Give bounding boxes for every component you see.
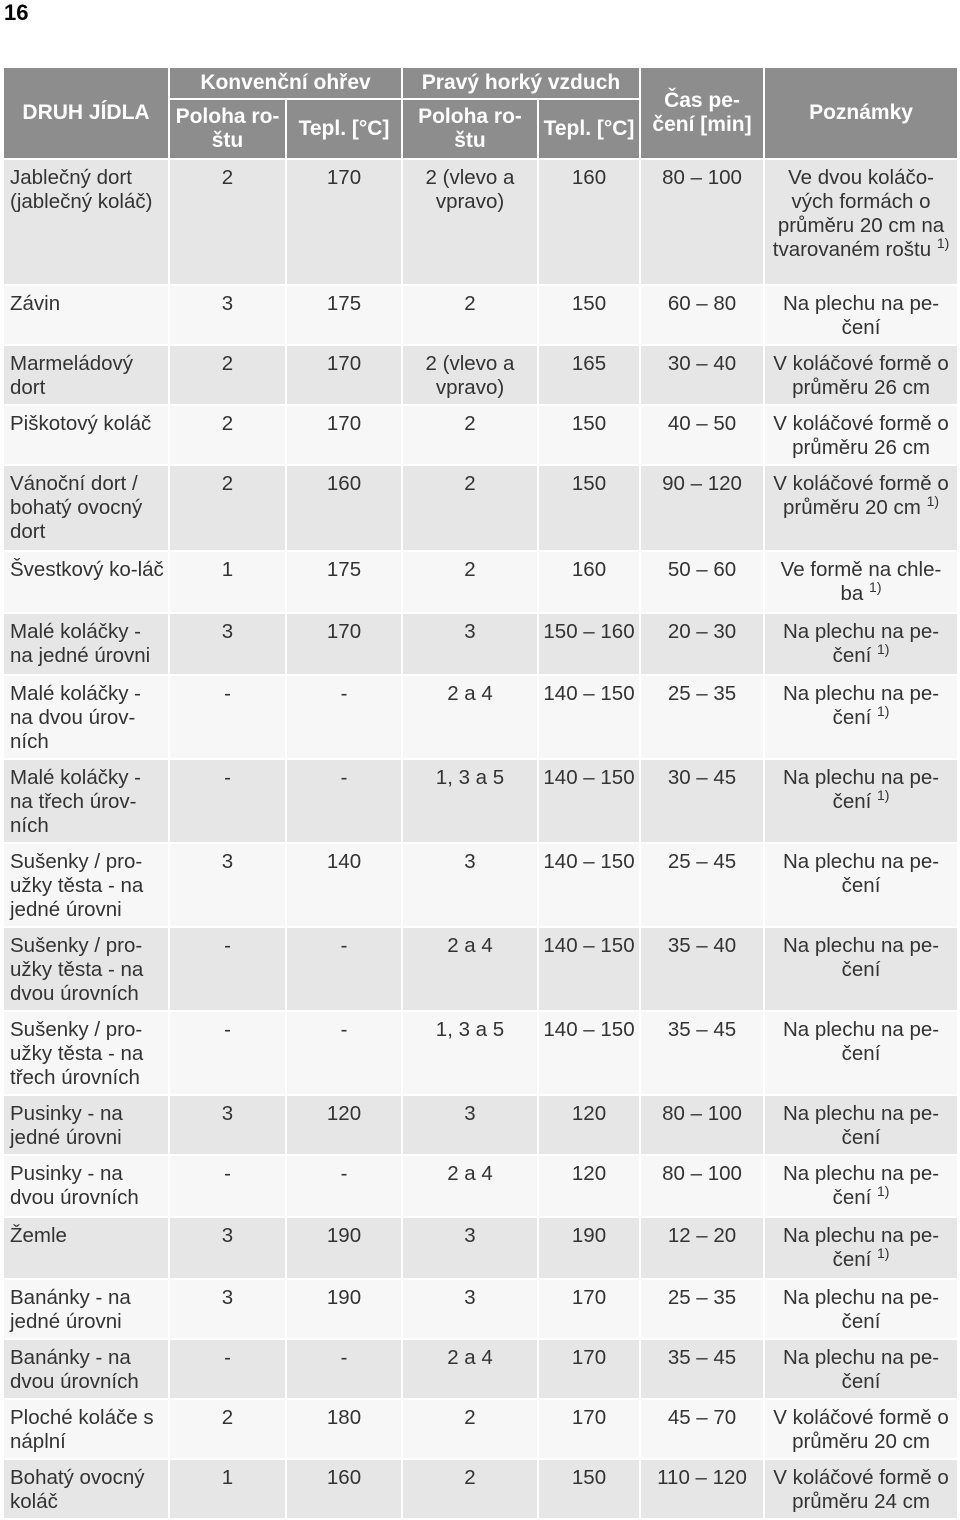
table-row — [4, 346, 957, 404]
dish-cell: Malé koláčky - na dvou úrov-ních — [4, 676, 168, 758]
note-cell — [765, 406, 957, 464]
note-cell — [765, 928, 957, 1010]
note-cell — [765, 844, 957, 926]
conv-shelf-position-cell: 2 — [170, 346, 285, 404]
note-text: Na plechu na pe-čení — [782, 292, 940, 339]
baking-table — [2, 66, 959, 1520]
dish-cell: Malé koláčky - na jedné úrovni — [4, 614, 168, 674]
conv-shelf-position-cell: 3 — [170, 1280, 285, 1338]
note-text: Na plechu na pe-čení — [782, 850, 940, 897]
hot-shelf-position-cell: 2 — [403, 466, 537, 550]
conv-temperature-cell: 170 — [287, 406, 401, 464]
conv-temperature-cell: - — [287, 1340, 401, 1398]
note-cell — [765, 676, 957, 758]
time-cell: 80 – 100 — [641, 160, 763, 284]
note-text: V koláčové formě o průměru 20 cm — [773, 472, 949, 519]
time-cell: 35 – 40 — [641, 928, 763, 1010]
note-text: Na plechu na pe-čení — [782, 1346, 940, 1393]
hot-shelf-position-cell: 2 a 4 — [403, 676, 537, 758]
note-cell — [765, 1012, 957, 1094]
dish-cell: Sušenky / pro-užky těsta - na dvou úrovních — [4, 928, 168, 1010]
note-text: V koláčové formě o průměru 26 cm — [773, 352, 949, 399]
hot-shelf-position-cell: 2 a 4 — [403, 928, 537, 1010]
table-row — [4, 1218, 957, 1278]
conv-temperature-cell: 120 — [287, 1096, 401, 1154]
note-cell — [765, 552, 957, 612]
hot-temperature-cell: 140 – 150 — [539, 676, 639, 758]
hot-temperature-cell: 140 – 150 — [539, 760, 639, 842]
header-right-hot-air: Pravý horký vzduch — [403, 68, 639, 98]
header-conventional: Konvenční ohřev — [170, 68, 401, 98]
note-cell — [765, 346, 957, 404]
conv-shelf-position-cell: - — [170, 676, 285, 758]
header-notes: Poznámky — [765, 68, 957, 158]
footnote-marker: 1) — [869, 579, 882, 595]
table-row — [4, 676, 957, 758]
table-header — [4, 68, 957, 158]
hot-temperature-cell: 170 — [539, 1340, 639, 1398]
dish-cell: Ploché koláče s náplní — [4, 1400, 168, 1458]
hot-shelf-position-cell: 2 — [403, 406, 537, 464]
header-time: Čas pe-čení [min] — [641, 68, 763, 158]
note-cell — [765, 1096, 957, 1154]
footnote-marker: 1) — [877, 1183, 890, 1199]
hot-shelf-position-cell: 3 — [403, 1218, 537, 1278]
note-text: Na plechu na pe-čení — [782, 1018, 940, 1065]
table-row — [4, 1460, 957, 1518]
conv-temperature-cell: - — [287, 760, 401, 842]
table-row — [4, 286, 957, 344]
hot-shelf-position-cell: 2 (vlevo a vpravo) — [403, 346, 537, 404]
conv-shelf-position-cell: - — [170, 760, 285, 842]
note-text: Na plechu na pe-čení — [782, 766, 940, 813]
header-conv-shelf-position: Poloha ro-štu — [170, 100, 285, 158]
conv-shelf-position-cell: - — [170, 1012, 285, 1094]
conv-shelf-position-cell: 3 — [170, 614, 285, 674]
hot-temperature-cell: 150 – 160 — [539, 614, 639, 674]
conv-shelf-position-cell: 1 — [170, 1460, 285, 1518]
footnote-marker: 1) — [926, 493, 940, 509]
hot-temperature-cell: 160 — [539, 160, 639, 284]
time-cell: 90 – 120 — [641, 466, 763, 550]
time-cell: 20 – 30 — [641, 614, 763, 674]
header-conv-temperature: Tepl. [°C] — [287, 100, 401, 158]
note-cell — [765, 1400, 957, 1458]
dish-cell: Sušenky / pro-užky těsta - na jedné úrovni — [4, 844, 168, 926]
dish-cell: Banánky - na dvou úrovních — [4, 1340, 168, 1398]
dish-cell: Bohatý ovocný koláč — [4, 1460, 168, 1518]
hot-shelf-position-cell: 2 a 4 — [403, 1156, 537, 1216]
time-cell: 25 – 35 — [641, 1280, 763, 1338]
table-row — [4, 928, 957, 1010]
time-cell: 25 – 45 — [641, 844, 763, 926]
footnote-marker: 1) — [877, 1245, 890, 1261]
time-cell: 80 – 100 — [641, 1096, 763, 1154]
dish-cell: Švestkový ko-láč — [4, 552, 168, 612]
table-row — [4, 406, 957, 464]
table-row — [4, 552, 957, 612]
dish-cell: Vánoční dort / bohatý ovocný dort — [4, 466, 168, 550]
conv-temperature-cell: - — [287, 1012, 401, 1094]
note-text: Na plechu na pe-čení — [782, 934, 940, 981]
hot-shelf-position-cell: 3 — [403, 1280, 537, 1338]
conv-temperature-cell: 160 — [287, 1460, 401, 1518]
hot-temperature-cell: 170 — [539, 1400, 639, 1458]
hot-shelf-position-cell: 1, 3 a 5 — [403, 760, 537, 842]
dish-cell: Sušenky / pro-užky těsta - na třech úrovních — [4, 1012, 168, 1094]
note-cell — [765, 286, 957, 344]
hot-shelf-position-cell: 2 — [403, 552, 537, 612]
hot-temperature-cell: 150 — [539, 286, 639, 344]
header-dish: DRUH JÍDLA — [4, 68, 168, 158]
hot-shelf-position-cell: 3 — [403, 844, 537, 926]
conv-shelf-position-cell: - — [170, 928, 285, 1010]
header-hot-temperature: Tepl. [°C] — [539, 100, 639, 158]
dish-cell: Piškotový koláč — [4, 406, 168, 464]
footnote-marker: 1) — [877, 703, 890, 719]
conv-temperature-cell: 175 — [287, 286, 401, 344]
conv-shelf-position-cell: 2 — [170, 1400, 285, 1458]
time-cell: 25 – 35 — [641, 676, 763, 758]
time-cell: 30 – 45 — [641, 760, 763, 842]
note-text: Na plechu na pe-čení — [782, 1286, 940, 1333]
time-cell: 12 – 20 — [641, 1218, 763, 1278]
conv-temperature-cell: 190 — [287, 1280, 401, 1338]
hot-shelf-position-cell: 3 — [403, 1096, 537, 1154]
dish-cell: Pusinky - na jedné úrovni — [4, 1096, 168, 1154]
time-cell: 50 – 60 — [641, 552, 763, 612]
hot-temperature-cell: 190 — [539, 1218, 639, 1278]
time-cell: 60 – 80 — [641, 286, 763, 344]
table-body — [4, 160, 957, 1518]
time-cell: 35 – 45 — [641, 1340, 763, 1398]
conv-temperature-cell: 190 — [287, 1218, 401, 1278]
note-text: Na plechu na pe-čení — [782, 1224, 940, 1271]
note-text: Na plechu na pe-čení — [782, 620, 940, 667]
conv-temperature-cell: - — [287, 1156, 401, 1216]
hot-shelf-position-cell: 2 (vlevo a vpravo) — [403, 160, 537, 284]
time-cell: 35 – 45 — [641, 1012, 763, 1094]
note-text: Ve dvou koláčo-vých formách o průměru 20 cm na tvarovaném roštu — [772, 166, 945, 261]
dish-cell: Žemle — [4, 1218, 168, 1278]
table-row — [4, 1340, 957, 1398]
note-text: V koláčové formě o průměru 24 cm — [773, 1466, 949, 1513]
header-hot-shelf-position: Poloha ro-štu — [403, 100, 537, 158]
conv-temperature-cell: 160 — [287, 466, 401, 550]
conv-shelf-position-cell: 3 — [170, 844, 285, 926]
table-row — [4, 1096, 957, 1154]
conv-shelf-position-cell: 3 — [170, 1218, 285, 1278]
conv-temperature-cell: 170 — [287, 614, 401, 674]
table-row — [4, 160, 957, 284]
note-cell — [765, 160, 957, 284]
table-row — [4, 1156, 957, 1216]
dish-cell: Malé koláčky - na třech úrov-ních — [4, 760, 168, 842]
hot-temperature-cell: 165 — [539, 346, 639, 404]
note-cell — [765, 1280, 957, 1338]
table-row — [4, 466, 957, 550]
note-text: V koláčové formě o průměru 26 cm — [773, 412, 949, 459]
conv-shelf-position-cell: 3 — [170, 1096, 285, 1154]
note-cell — [765, 466, 957, 550]
dish-cell: Závin — [4, 286, 168, 344]
hot-temperature-cell: 150 — [539, 1460, 639, 1518]
note-cell — [765, 1460, 957, 1518]
note-cell — [765, 760, 957, 842]
conv-shelf-position-cell: - — [170, 1340, 285, 1398]
hot-shelf-position-cell: 2 a 4 — [403, 1340, 537, 1398]
dish-cell: Pusinky - na dvou úrovních — [4, 1156, 168, 1216]
conv-temperature-cell: - — [287, 676, 401, 758]
note-text: Na plechu na pe-čení — [782, 1162, 940, 1209]
hot-shelf-position-cell: 1, 3 a 5 — [403, 1012, 537, 1094]
note-cell — [765, 1218, 957, 1278]
conv-temperature-cell: 140 — [287, 844, 401, 926]
hot-temperature-cell: 170 — [539, 1280, 639, 1338]
hot-shelf-position-cell: 3 — [403, 614, 537, 674]
conv-shelf-position-cell: - — [170, 1156, 285, 1216]
dish-cell: Jablečný dort (jablečný koláč) — [4, 160, 168, 284]
hot-shelf-position-cell: 2 — [403, 286, 537, 344]
hot-temperature-cell: 160 — [539, 552, 639, 612]
footnote-marker: 1) — [936, 235, 950, 251]
hot-temperature-cell: 140 – 150 — [539, 1012, 639, 1094]
hot-temperature-cell: 120 — [539, 1096, 639, 1154]
footnote-marker: 1) — [877, 641, 890, 657]
table-row — [4, 760, 957, 842]
note-text: Ve formě na chle-ba — [780, 558, 942, 605]
time-cell: 110 – 120 — [641, 1460, 763, 1518]
conv-temperature-cell: 180 — [287, 1400, 401, 1458]
hot-shelf-position-cell: 2 — [403, 1400, 537, 1458]
hot-temperature-cell: 140 – 150 — [539, 844, 639, 926]
conv-temperature-cell: 170 — [287, 346, 401, 404]
conv-shelf-position-cell: 2 — [170, 406, 285, 464]
conv-temperature-cell: - — [287, 928, 401, 1010]
note-text: Na plechu na pe-čení — [782, 1102, 940, 1149]
table-row — [4, 614, 957, 674]
dish-cell: Marmeládový dort — [4, 346, 168, 404]
hot-temperature-cell: 150 — [539, 406, 639, 464]
table-row — [4, 1012, 957, 1094]
dish-cell: Banánky - na jedné úrovni — [4, 1280, 168, 1338]
note-cell — [765, 1156, 957, 1216]
page-number: 16 — [4, 0, 29, 25]
note-cell — [765, 614, 957, 674]
conv-shelf-position-cell: 3 — [170, 286, 285, 344]
footnote-marker: 1) — [877, 787, 890, 803]
note-text: Na plechu na pe-čení — [782, 682, 940, 729]
time-cell: 30 – 40 — [641, 346, 763, 404]
note-cell — [765, 1340, 957, 1398]
table-row — [4, 1400, 957, 1458]
hot-temperature-cell: 140 – 150 — [539, 928, 639, 1010]
conv-temperature-cell: 175 — [287, 552, 401, 612]
time-cell: 45 – 70 — [641, 1400, 763, 1458]
hot-shelf-position-cell: 2 — [403, 1460, 537, 1518]
time-cell: 80 – 100 — [641, 1156, 763, 1216]
table-row — [4, 844, 957, 926]
hot-temperature-cell: 150 — [539, 466, 639, 550]
time-cell: 40 – 50 — [641, 406, 763, 464]
conv-shelf-position-cell: 2 — [170, 160, 285, 284]
hot-temperature-cell: 120 — [539, 1156, 639, 1216]
table-row — [4, 1280, 957, 1338]
conv-shelf-position-cell: 2 — [170, 466, 285, 550]
note-text: V koláčové formě o průměru 20 cm — [773, 1406, 949, 1453]
conv-temperature-cell: 170 — [287, 160, 401, 284]
conv-shelf-position-cell: 1 — [170, 552, 285, 612]
